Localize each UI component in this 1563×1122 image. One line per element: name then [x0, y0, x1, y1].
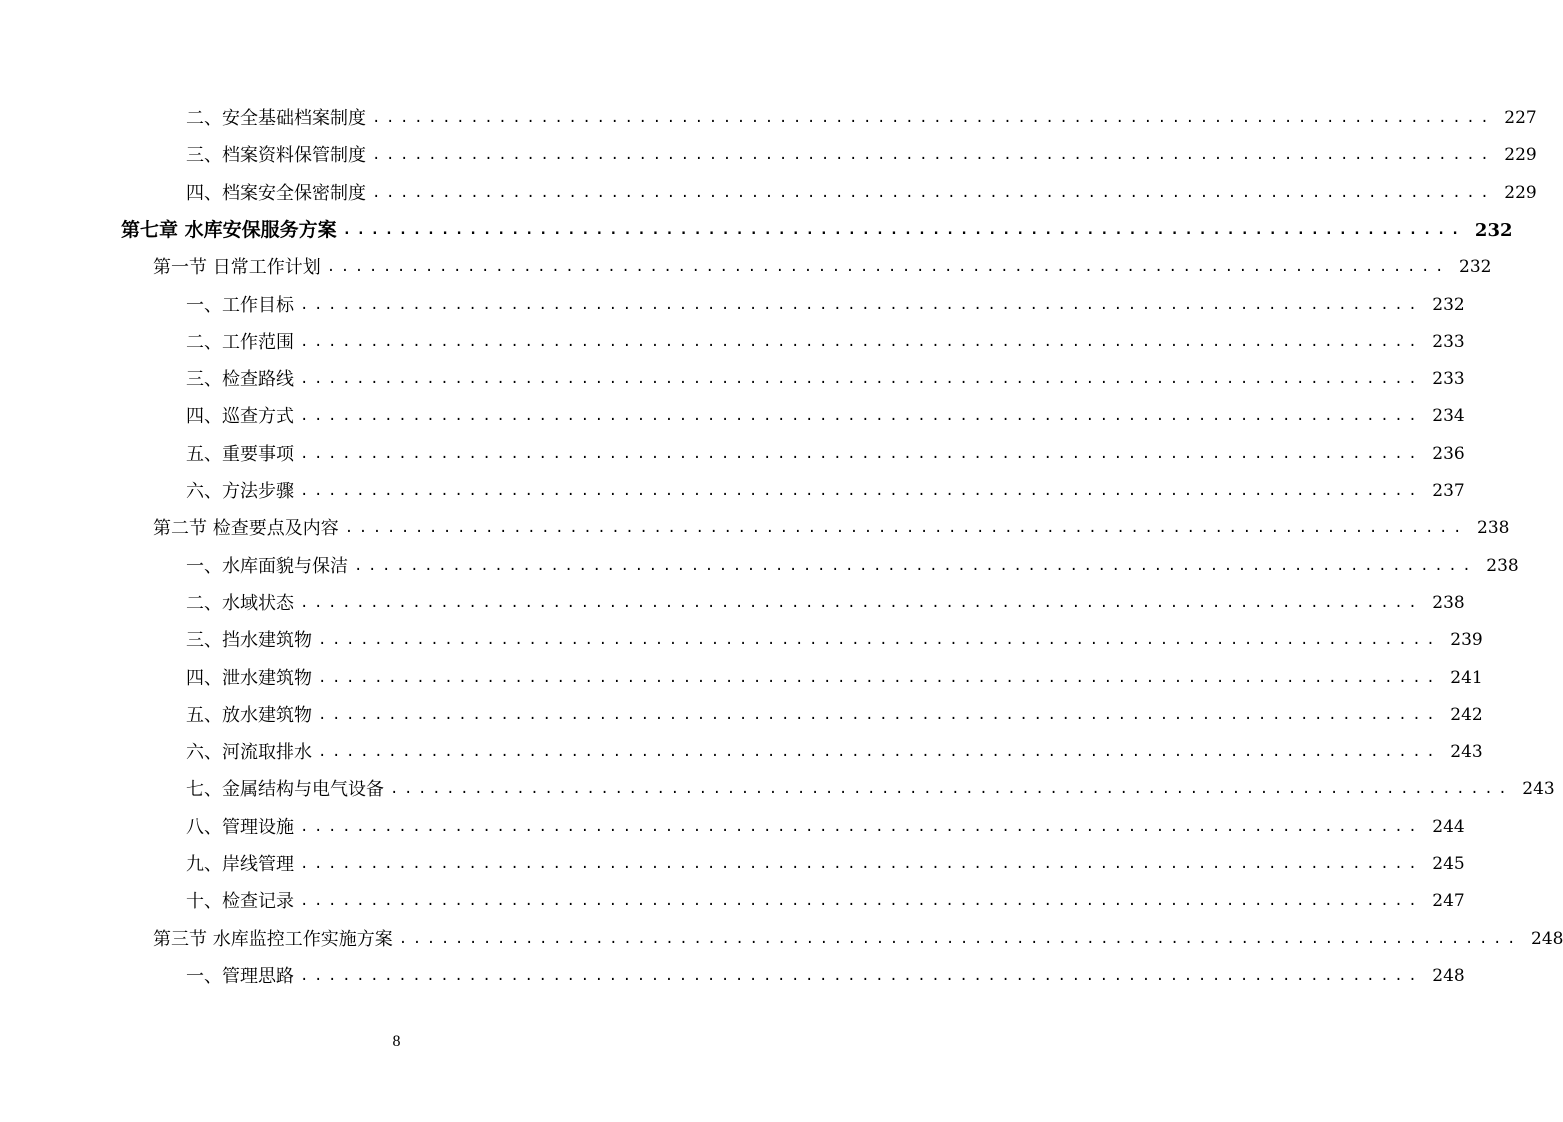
toc-entry[interactable] [0, 137, 1537, 174]
toc-entry-page: 239 [1450, 630, 1483, 651]
toc-leader-dots: ................................................................................ [300, 967, 1423, 984]
toc-entry-page: 234 [1432, 406, 1465, 427]
toc-entry[interactable] [0, 100, 1537, 137]
toc-entry-title: 第三节 水库监控工作实施方案 [153, 928, 393, 950]
toc-leader-dots: ................................................................................ [372, 147, 1495, 164]
toc-entry-line [186, 622, 1483, 659]
toc-entry[interactable] [0, 249, 1492, 286]
toc-entry-line [153, 921, 1563, 958]
toc-entry-page: 241 [1450, 667, 1483, 688]
toc-entry-page: 233 [1432, 331, 1465, 352]
toc-entry-page: 236 [1432, 443, 1465, 464]
toc-entry-title: 一、管理思路 [186, 965, 294, 987]
toc-leader-dots: ................................................................................ [354, 557, 1477, 574]
toc-entry-title: 一、水库面貌与保洁 [186, 555, 348, 577]
toc-entry[interactable] [0, 324, 1465, 361]
toc-entry-line [186, 324, 1465, 361]
toc-entry-title: 八、管理设施 [186, 816, 294, 838]
toc-entry[interactable] [0, 921, 1563, 958]
toc-entry-page: 238 [1486, 555, 1519, 576]
toc-entry-line [186, 883, 1465, 920]
toc-entry-page: 243 [1450, 742, 1483, 763]
toc-leader-dots: ................................................................................ [300, 818, 1423, 835]
toc-entry-page: 232 [1459, 257, 1492, 278]
toc-leader-dots: ................................................................................ [300, 296, 1423, 313]
toc-entry-page: 238 [1477, 518, 1510, 539]
toc-entry-page: 247 [1432, 891, 1465, 912]
toc-entry[interactable] [0, 883, 1465, 920]
toc-entry-title: 六、方法步骤 [186, 481, 294, 502]
toc-entry-line [186, 809, 1465, 846]
toc-leader-dots: ................................................................................ [372, 184, 1495, 201]
toc-entry-page: 245 [1432, 854, 1465, 874]
toc-entry-line [186, 771, 1555, 808]
toc-entry-line [186, 361, 1465, 398]
toc-entry-line [186, 734, 1483, 771]
toc-leader-dots: ................................................................................ [372, 110, 1495, 126]
toc-entry[interactable] [0, 809, 1465, 846]
toc-leader-dots: ................................................................................ [342, 221, 1465, 238]
toc-entry[interactable] [0, 771, 1555, 808]
toc-entry-line [186, 473, 1465, 510]
toc-leader-dots: ................................................................................ [300, 856, 1423, 872]
toc-entry-line [186, 958, 1465, 995]
toc-entry-page: 238 [1432, 592, 1465, 613]
toc-leader-dots: ................................................................................ [398, 930, 1522, 947]
toc-leader-dots: ................................................................................ [326, 259, 1450, 276]
toc-entry-title: 七、金属结构与电气设备 [186, 779, 384, 801]
toc-leader-dots: ................................................................................ [300, 445, 1423, 462]
toc-entry-line [186, 846, 1465, 883]
toc-entry-page: 237 [1432, 481, 1465, 501]
toc-entry[interactable] [0, 622, 1483, 659]
toc-entry[interactable] [0, 175, 1537, 212]
toc-entry[interactable] [0, 846, 1465, 883]
toc-entry[interactable] [0, 361, 1465, 398]
toc-leader-dots: ................................................................................ [300, 408, 1423, 425]
toc-entry-title: 三、档案资料保管制度 [186, 145, 366, 167]
toc-entry-line [186, 585, 1465, 622]
toc-entry[interactable] [0, 398, 1465, 435]
toc-entry[interactable] [0, 697, 1483, 734]
toc-entry-line [153, 249, 1492, 286]
toc-entry[interactable] [0, 287, 1465, 324]
toc-entry-page: 243 [1522, 779, 1555, 800]
toc-leader-dots: ................................................................................ [318, 669, 1441, 686]
toc-entry-line [186, 697, 1483, 734]
toc-leader-dots: ................................................................................ [390, 781, 1513, 798]
toc-entry-page: 242 [1450, 704, 1483, 725]
toc-entry-title: 第二节 检查要点及内容 [153, 518, 339, 540]
toc-entry-title: 第七章 水库安保服务方案 [121, 218, 337, 241]
toc-entry-title: 四、档案安全保密制度 [186, 182, 366, 204]
toc-entry-title: 一、工作目标 [186, 294, 294, 316]
toc-leader-dots: ................................................................................ [344, 520, 1468, 537]
toc-leader-dots: ................................................................................ [300, 594, 1423, 611]
toc-entry-title: 二、水域状态 [186, 592, 294, 614]
toc-entry-page: 232 [1474, 219, 1513, 241]
toc-entry-page: 232 [1432, 294, 1465, 315]
toc-entry-line [186, 548, 1519, 585]
toc-leader-dots: ................................................................................ [318, 632, 1441, 649]
toc-entry[interactable] [0, 436, 1465, 473]
toc-leader-dots: ................................................................................ [318, 744, 1441, 761]
toc-entry-title: 十、检查记录 [186, 891, 294, 913]
toc-entry-title: 第一节 日常工作计划 [153, 257, 321, 279]
toc-entry-title: 五、重要事项 [186, 443, 294, 465]
toc-entry[interactable] [0, 212, 1513, 249]
toc-entry-title: 四、巡查方式 [186, 406, 294, 428]
toc-entry[interactable] [0, 734, 1483, 771]
toc-entry[interactable] [0, 660, 1483, 697]
toc-entry[interactable] [0, 548, 1519, 585]
toc-leader-dots: ................................................................................ [300, 483, 1423, 499]
toc-entry-page: 229 [1504, 182, 1537, 203]
toc-entry-line [186, 175, 1537, 212]
toc-entry-line [186, 436, 1465, 473]
toc-entry[interactable] [0, 473, 1465, 510]
toc-entry-page: 248 [1531, 928, 1563, 949]
toc-entry-title: 三、检查路线 [186, 369, 294, 391]
toc-entry-line [153, 510, 1510, 547]
toc-entry-line [121, 212, 1513, 249]
toc-entry-line [186, 137, 1537, 174]
toc-entry-title: 六、河流取排水 [186, 742, 312, 764]
toc-entry-title: 四、泄水建筑物 [186, 667, 312, 689]
toc-entry-page: 244 [1432, 816, 1465, 837]
toc-entry-line [186, 660, 1483, 697]
toc-entry[interactable] [0, 958, 1465, 995]
toc-leader-dots: ................................................................................ [300, 893, 1423, 910]
toc-entry-line [186, 287, 1465, 324]
toc-leader-dots: ................................................................................ [300, 371, 1423, 388]
toc-entry[interactable] [0, 510, 1510, 547]
toc-entry-title: 二、安全基础档案制度 [186, 108, 366, 129]
toc-entry-page: 227 [1504, 108, 1537, 128]
toc-entry-page: 229 [1504, 145, 1537, 166]
toc-entry-title: 二、工作范围 [186, 331, 294, 353]
toc-entry-page: 233 [1432, 369, 1465, 390]
toc-entry-title: 九、岸线管理 [186, 854, 294, 875]
toc-entry-line [186, 398, 1465, 435]
toc-entry-line [186, 100, 1537, 137]
toc-entry-title: 五、放水建筑物 [186, 704, 312, 726]
toc-entry-title: 三、挡水建筑物 [186, 630, 312, 652]
page-number: 8 [392, 1033, 401, 1050]
toc-leader-dots: ................................................................................ [300, 333, 1423, 350]
toc-leader-dots: ................................................................................ [318, 706, 1441, 723]
toc-entry-page: 248 [1432, 965, 1465, 986]
toc-entry[interactable] [0, 585, 1465, 622]
